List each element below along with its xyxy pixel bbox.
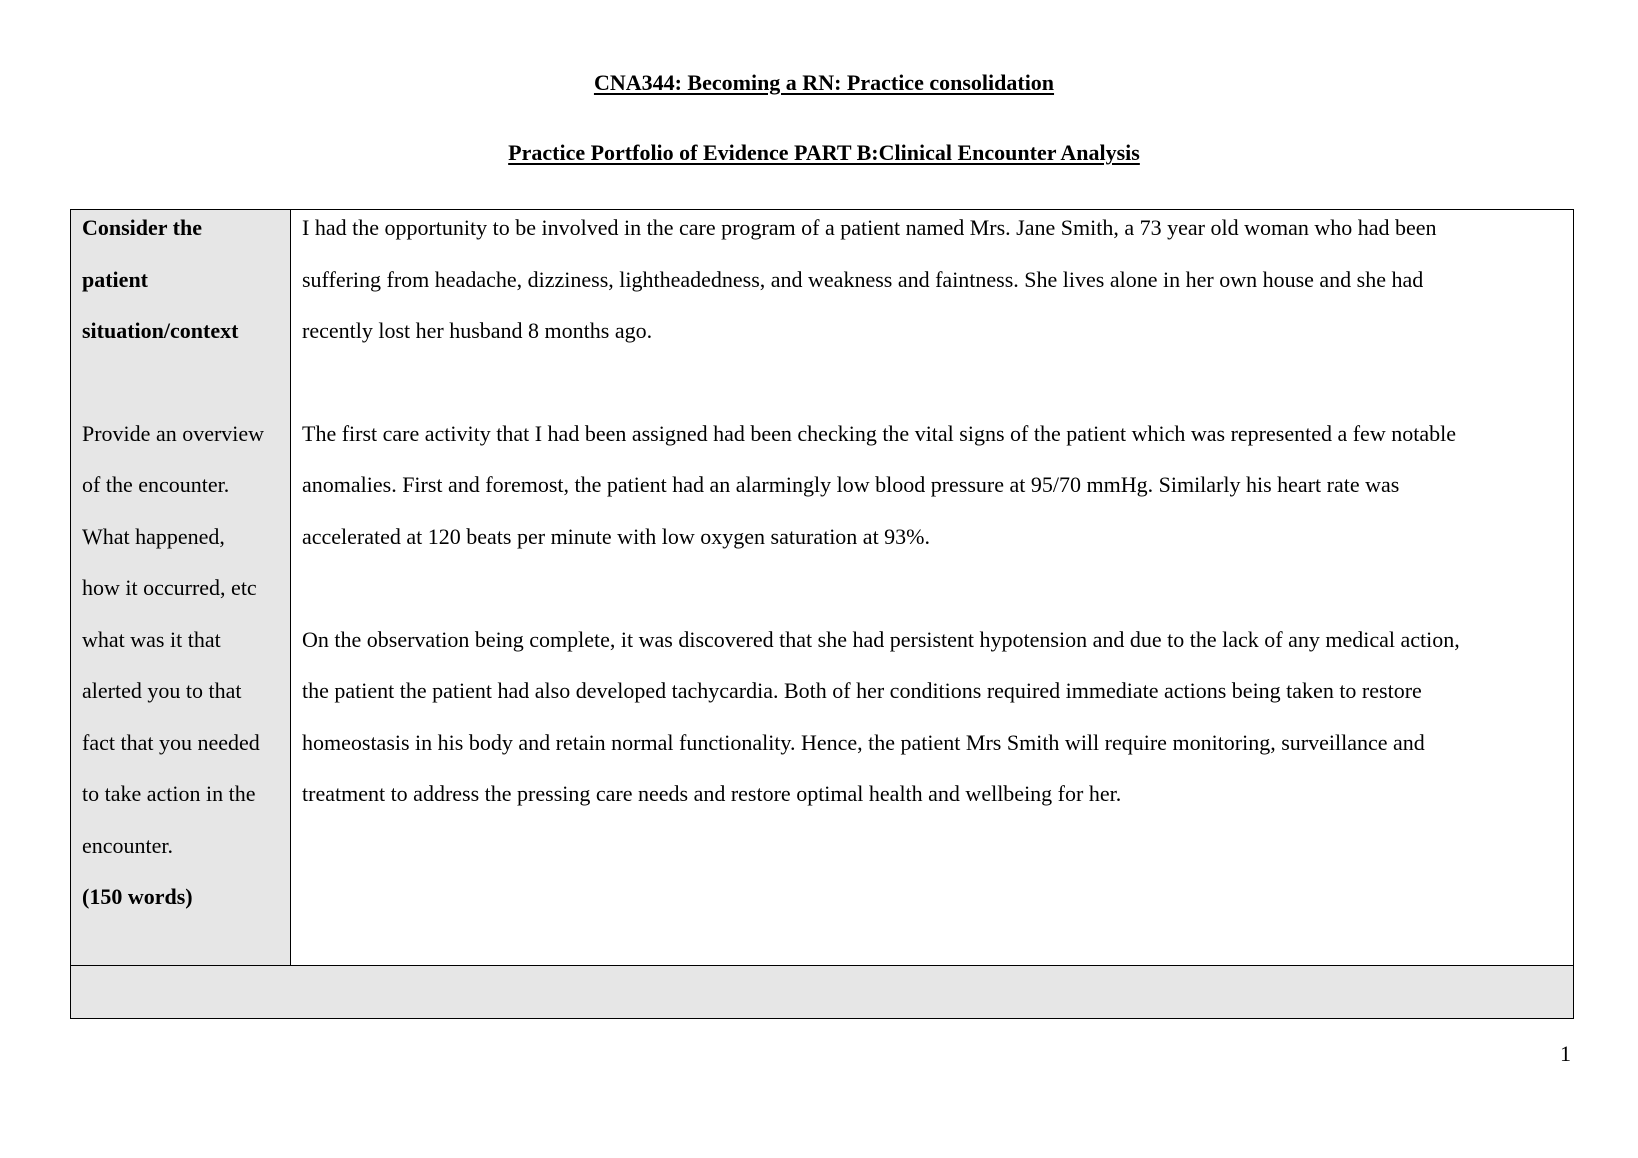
response-paragraph-1-line: suffering from headache, dizziness, lightheadedness, and weakness and faintness. She lives alone in her own house and she had (302, 267, 1424, 292)
prompt-instruction-line: what was it that (82, 627, 221, 652)
response-paragraph-1-line: I had the opportunity to be involved in the care program of a patient named Mrs. Jane Smith, a 73 year old woman who had been (302, 215, 1437, 240)
response-paragraph-2-line: anomalies. First and foremost, the patient had an alarmingly low blood pressure at 95/70 mmHg. Similarly his heart rate was (302, 472, 1400, 497)
response-cell (291, 210, 1573, 965)
prompt-heading-line: situation/context (82, 318, 239, 343)
prompt-instruction-line: Provide an overview (82, 421, 265, 446)
prompt-instruction-line: how it occurred, etc (82, 575, 257, 600)
prompt-heading-line: Consider the (82, 215, 202, 240)
encounter-table (70, 209, 1574, 1019)
document-subtitle: Practice Portfolio of Evidence PART B:Clinical Encounter Analysis (508, 140, 1140, 165)
response-paragraph-2-line: The first care activity that I had been assigned had been checking the vital signs of the patient which was represented a few notable (302, 421, 1456, 446)
prompt-instruction-line: to take action in the (82, 781, 256, 806)
response-paragraph-3-line: homeostasis in his body and retain normal functionality. Hence, the patient Mrs Smith will require monitoring, surveillance and (302, 730, 1425, 755)
prompt-cell (71, 210, 291, 965)
page-number: 1 (1560, 1041, 1571, 1066)
document-title: CNA344: Becoming a RN: Practice consolidation (593, 70, 1055, 95)
response-paragraph-3-line: the patient the patient had also developed tachycardia. Both of her conditions required immediate actions being taken to restore (302, 678, 1422, 703)
prompt-instruction-line: What happened, (82, 524, 225, 549)
prompt-instruction-line: of the encounter. (82, 472, 230, 497)
word-limit: (150 words) (82, 884, 193, 909)
response-paragraph-1-line: recently lost her husband 8 months ago. (302, 318, 653, 343)
prompt-heading-line: patient (82, 267, 148, 292)
prompt-instruction-line: alerted you to that (82, 678, 242, 703)
response-paragraph-3-line: treatment to address the pressing care needs and restore optimal health and wellbeing for her. (302, 781, 1122, 806)
empty-table-row (71, 965, 1573, 1018)
prompt-instruction-line: fact that you needed (82, 730, 260, 755)
prompt-instruction-line: encounter. (82, 833, 174, 858)
response-paragraph-3-line: On the observation being complete, it was discovered that she had persistent hypotension and due to the lack of any medical action, (302, 627, 1460, 652)
response-paragraph-2-line: accelerated at 120 beats per minute with low oxygen saturation at 93%. (302, 524, 931, 549)
